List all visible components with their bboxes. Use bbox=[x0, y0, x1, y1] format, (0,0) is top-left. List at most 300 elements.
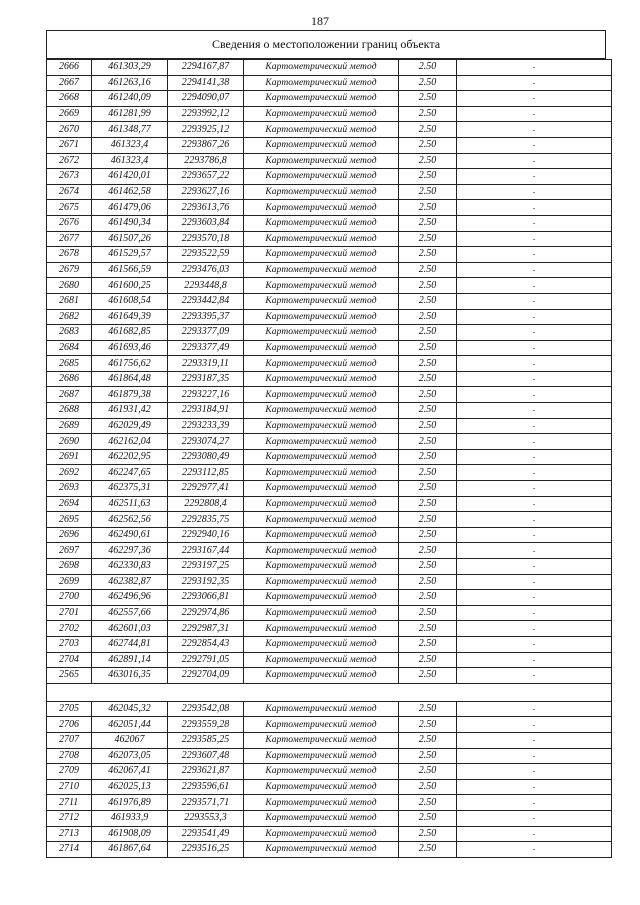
coordinate-x: 461682,85 bbox=[92, 325, 168, 341]
coordinate-y: 2293541,49 bbox=[168, 826, 244, 842]
coordinate-x: 461600,25 bbox=[92, 278, 168, 294]
point-number: 2687 bbox=[47, 387, 92, 403]
accuracy-cell: 2.50 bbox=[399, 262, 457, 278]
accuracy-cell: 2.50 bbox=[399, 590, 457, 606]
dash-cell: - bbox=[457, 75, 612, 91]
dash-cell: - bbox=[457, 434, 612, 450]
dash-cell: - bbox=[457, 325, 612, 341]
accuracy-cell: 2.50 bbox=[399, 465, 457, 481]
accuracy-cell: 2.50 bbox=[399, 137, 457, 153]
table-row bbox=[47, 106, 612, 122]
coordinate-x: 461864,48 bbox=[92, 371, 168, 387]
method-cell: Картометрический метод bbox=[244, 636, 399, 652]
coordinate-x: 462025,13 bbox=[92, 779, 168, 795]
accuracy-cell: 2.50 bbox=[399, 543, 457, 559]
accuracy-cell: 2.50 bbox=[399, 717, 457, 733]
coordinate-y: 2293603,84 bbox=[168, 215, 244, 231]
point-number: 2669 bbox=[47, 106, 92, 122]
method-cell: Картометрический метод bbox=[244, 795, 399, 811]
accuracy-cell: 2.50 bbox=[399, 701, 457, 717]
method-cell: Картометрический метод bbox=[244, 748, 399, 764]
method-cell: Картометрический метод bbox=[244, 559, 399, 575]
accuracy-cell: 2.50 bbox=[399, 574, 457, 590]
coordinate-x: 462511,63 bbox=[92, 496, 168, 512]
table-row bbox=[47, 247, 612, 263]
table-row bbox=[47, 262, 612, 278]
coordinate-y: 2293227,16 bbox=[168, 387, 244, 403]
method-cell: Картометрический метод bbox=[244, 293, 399, 309]
coordinate-y: 2294090,07 bbox=[168, 91, 244, 107]
method-cell: Картометрический метод bbox=[244, 418, 399, 434]
coordinate-y: 2292704,09 bbox=[168, 668, 244, 684]
dash-cell: - bbox=[457, 91, 612, 107]
coordinate-x: 461566,59 bbox=[92, 262, 168, 278]
table-row bbox=[47, 481, 612, 497]
accuracy-cell: 2.50 bbox=[399, 621, 457, 637]
table-row bbox=[47, 200, 612, 216]
point-number: 2671 bbox=[47, 137, 92, 153]
accuracy-cell: 2.50 bbox=[399, 434, 457, 450]
coordinate-x: 462490,61 bbox=[92, 527, 168, 543]
method-cell: Картометрический метод bbox=[244, 356, 399, 372]
table-row bbox=[47, 60, 612, 76]
coordinate-x: 462375,31 bbox=[92, 481, 168, 497]
separator-row bbox=[47, 683, 612, 701]
coordinate-y: 2293867,26 bbox=[168, 137, 244, 153]
table-row bbox=[47, 621, 612, 637]
coordinate-x: 462382,87 bbox=[92, 574, 168, 590]
coordinate-x: 461507,26 bbox=[92, 231, 168, 247]
point-number: 2683 bbox=[47, 325, 92, 341]
coordinate-y: 2293992,12 bbox=[168, 106, 244, 122]
coordinate-y: 2293442,84 bbox=[168, 293, 244, 309]
coordinate-y: 2292974,86 bbox=[168, 605, 244, 621]
table-row bbox=[47, 732, 612, 748]
table-row bbox=[47, 810, 612, 826]
accuracy-cell: 2.50 bbox=[399, 231, 457, 247]
method-cell: Картометрический метод bbox=[244, 434, 399, 450]
point-number: 2682 bbox=[47, 309, 92, 325]
coordinate-y: 2293112,85 bbox=[168, 465, 244, 481]
method-cell: Картометрический метод bbox=[244, 668, 399, 684]
point-number: 2670 bbox=[47, 122, 92, 138]
point-number: 2707 bbox=[47, 732, 92, 748]
table-row bbox=[47, 75, 612, 91]
point-number: 2694 bbox=[47, 496, 92, 512]
dash-cell: - bbox=[457, 810, 612, 826]
dash-cell: - bbox=[457, 340, 612, 356]
coordinate-y: 2294141,38 bbox=[168, 75, 244, 91]
dash-cell: - bbox=[457, 215, 612, 231]
dash-cell: - bbox=[457, 668, 612, 684]
point-number: 2672 bbox=[47, 153, 92, 169]
table-row bbox=[47, 137, 612, 153]
dash-cell: - bbox=[457, 262, 612, 278]
dash-cell: - bbox=[457, 748, 612, 764]
coordinate-x: 461608,54 bbox=[92, 293, 168, 309]
method-cell: Картометрический метод bbox=[244, 403, 399, 419]
dash-cell: - bbox=[457, 496, 612, 512]
coordinate-y: 2293522,59 bbox=[168, 247, 244, 263]
method-cell: Картометрический метод bbox=[244, 465, 399, 481]
method-cell: Картометрический метод bbox=[244, 371, 399, 387]
table-row bbox=[47, 340, 612, 356]
table-row bbox=[47, 701, 612, 717]
dash-cell: - bbox=[457, 184, 612, 200]
coordinate-y: 2293197,25 bbox=[168, 559, 244, 575]
accuracy-cell: 2.50 bbox=[399, 60, 457, 76]
point-number: 2684 bbox=[47, 340, 92, 356]
method-cell: Картометрический метод bbox=[244, 764, 399, 780]
accuracy-cell: 2.50 bbox=[399, 732, 457, 748]
accuracy-cell: 2.50 bbox=[399, 636, 457, 652]
coordinate-x: 461931,42 bbox=[92, 403, 168, 419]
coordinate-y: 2293080,49 bbox=[168, 449, 244, 465]
coordinates-table bbox=[46, 59, 612, 858]
dash-cell: - bbox=[457, 137, 612, 153]
method-cell: Картометрический метод bbox=[244, 106, 399, 122]
coordinate-y: 2293319,11 bbox=[168, 356, 244, 372]
accuracy-cell: 2.50 bbox=[399, 748, 457, 764]
coordinate-y: 2293395,37 bbox=[168, 309, 244, 325]
coordinate-y: 2292808,4 bbox=[168, 496, 244, 512]
point-number: 2709 bbox=[47, 764, 92, 780]
method-cell: Картометрический метод bbox=[244, 184, 399, 200]
method-cell: Картометрический метод bbox=[244, 278, 399, 294]
coordinate-x: 461879,38 bbox=[92, 387, 168, 403]
method-cell: Картометрический метод bbox=[244, 75, 399, 91]
point-number: 2713 bbox=[47, 826, 92, 842]
coordinate-y: 2293607,48 bbox=[168, 748, 244, 764]
method-cell: Картометрический метод bbox=[244, 153, 399, 169]
method-cell: Картометрический метод bbox=[244, 449, 399, 465]
dash-cell: - bbox=[457, 465, 612, 481]
coordinate-x: 462891,14 bbox=[92, 652, 168, 668]
dash-cell: - bbox=[457, 278, 612, 294]
accuracy-cell: 2.50 bbox=[399, 340, 457, 356]
coordinate-y: 2292791,05 bbox=[168, 652, 244, 668]
table-row bbox=[47, 605, 612, 621]
accuracy-cell: 2.50 bbox=[399, 106, 457, 122]
method-cell: Картометрический метод bbox=[244, 262, 399, 278]
dash-cell: - bbox=[457, 309, 612, 325]
coordinate-x: 462067 bbox=[92, 732, 168, 748]
method-cell: Картометрический метод bbox=[244, 512, 399, 528]
table-row bbox=[47, 387, 612, 403]
point-number: 2697 bbox=[47, 543, 92, 559]
table-row bbox=[47, 465, 612, 481]
coordinate-x: 462601,03 bbox=[92, 621, 168, 637]
dash-cell: - bbox=[457, 543, 612, 559]
method-cell: Картометрический метод bbox=[244, 309, 399, 325]
accuracy-cell: 2.50 bbox=[399, 122, 457, 138]
accuracy-cell: 2.50 bbox=[399, 371, 457, 387]
dash-cell: - bbox=[457, 795, 612, 811]
dash-cell: - bbox=[457, 106, 612, 122]
coordinate-y: 2293613,76 bbox=[168, 200, 244, 216]
coordinate-y: 2293596,61 bbox=[168, 779, 244, 795]
coordinate-x: 462029,49 bbox=[92, 418, 168, 434]
coordinate-x: 461529,57 bbox=[92, 247, 168, 263]
point-number: 2706 bbox=[47, 717, 92, 733]
point-number: 2696 bbox=[47, 527, 92, 543]
coordinate-x: 461756,62 bbox=[92, 356, 168, 372]
coordinate-x: 462067,41 bbox=[92, 764, 168, 780]
accuracy-cell: 2.50 bbox=[399, 403, 457, 419]
method-cell: Картометрический метод bbox=[244, 605, 399, 621]
coordinate-y: 2293657,22 bbox=[168, 169, 244, 185]
coordinate-x: 461649,39 bbox=[92, 309, 168, 325]
table-row bbox=[47, 527, 612, 543]
point-number: 2565 bbox=[47, 668, 92, 684]
point-number: 2685 bbox=[47, 356, 92, 372]
table-row bbox=[47, 543, 612, 559]
method-cell: Картометрический метод bbox=[244, 122, 399, 138]
coordinate-y: 2292854,43 bbox=[168, 636, 244, 652]
dash-cell: - bbox=[457, 842, 612, 858]
dash-cell: - bbox=[457, 779, 612, 795]
method-cell: Картометрический метод bbox=[244, 842, 399, 858]
point-number: 2681 bbox=[47, 293, 92, 309]
coordinate-y: 2293786,8 bbox=[168, 153, 244, 169]
point-number: 2701 bbox=[47, 605, 92, 621]
table-row bbox=[47, 293, 612, 309]
coordinate-y: 2293553,3 bbox=[168, 810, 244, 826]
accuracy-cell: 2.50 bbox=[399, 795, 457, 811]
point-number: 2711 bbox=[47, 795, 92, 811]
point-number: 2676 bbox=[47, 215, 92, 231]
table-row bbox=[47, 356, 612, 372]
table-row bbox=[47, 434, 612, 450]
coordinate-x: 461303,29 bbox=[92, 60, 168, 76]
dash-cell: - bbox=[457, 356, 612, 372]
table-row bbox=[47, 717, 612, 733]
method-cell: Картометрический метод bbox=[244, 169, 399, 185]
point-number: 2712 bbox=[47, 810, 92, 826]
point-number: 2666 bbox=[47, 60, 92, 76]
point-number: 2690 bbox=[47, 434, 92, 450]
coordinate-y: 2293476,03 bbox=[168, 262, 244, 278]
coordinate-y: 2293559,28 bbox=[168, 717, 244, 733]
dash-cell: - bbox=[457, 387, 612, 403]
coordinate-x: 461933,9 bbox=[92, 810, 168, 826]
dash-cell: - bbox=[457, 764, 612, 780]
accuracy-cell: 2.50 bbox=[399, 826, 457, 842]
dash-cell: - bbox=[457, 621, 612, 637]
dash-cell: - bbox=[457, 418, 612, 434]
table-row bbox=[47, 449, 612, 465]
coordinate-y: 2294167,87 bbox=[168, 60, 244, 76]
dash-cell: - bbox=[457, 231, 612, 247]
accuracy-cell: 2.50 bbox=[399, 810, 457, 826]
method-cell: Картометрический метод bbox=[244, 496, 399, 512]
coordinate-x: 462297,36 bbox=[92, 543, 168, 559]
accuracy-cell: 2.50 bbox=[399, 605, 457, 621]
coordinate-y: 2292977,41 bbox=[168, 481, 244, 497]
table-row bbox=[47, 309, 612, 325]
table-row bbox=[47, 779, 612, 795]
point-number: 2698 bbox=[47, 559, 92, 575]
coordinate-x: 461976,89 bbox=[92, 795, 168, 811]
table-row bbox=[47, 574, 612, 590]
boundary-sheet bbox=[46, 30, 606, 858]
point-number: 2700 bbox=[47, 590, 92, 606]
coordinate-y: 2293066,81 bbox=[168, 590, 244, 606]
dash-cell: - bbox=[457, 605, 612, 621]
method-cell: Картометрический метод bbox=[244, 590, 399, 606]
coordinate-y: 2293192,35 bbox=[168, 574, 244, 590]
coordinate-y: 2293571,71 bbox=[168, 795, 244, 811]
accuracy-cell: 2.50 bbox=[399, 293, 457, 309]
coordinate-x: 462162,04 bbox=[92, 434, 168, 450]
coordinate-x: 462073,05 bbox=[92, 748, 168, 764]
dash-cell: - bbox=[457, 60, 612, 76]
dash-cell: - bbox=[457, 559, 612, 575]
separator-cell bbox=[47, 683, 612, 701]
dash-cell: - bbox=[457, 512, 612, 528]
accuracy-cell: 2.50 bbox=[399, 309, 457, 325]
point-number: 2678 bbox=[47, 247, 92, 263]
dash-cell: - bbox=[457, 481, 612, 497]
point-number: 2675 bbox=[47, 200, 92, 216]
coordinate-x: 461323,4 bbox=[92, 153, 168, 169]
table-row bbox=[47, 231, 612, 247]
point-number: 2691 bbox=[47, 449, 92, 465]
accuracy-cell: 2.50 bbox=[399, 387, 457, 403]
coordinate-x: 461693,46 bbox=[92, 340, 168, 356]
point-number: 2674 bbox=[47, 184, 92, 200]
coordinate-x: 461490,34 bbox=[92, 215, 168, 231]
point-number: 2677 bbox=[47, 231, 92, 247]
coordinate-y: 2293621,87 bbox=[168, 764, 244, 780]
coordinate-x: 462330,83 bbox=[92, 559, 168, 575]
method-cell: Картометрический метод bbox=[244, 779, 399, 795]
table-row bbox=[47, 418, 612, 434]
point-number: 2680 bbox=[47, 278, 92, 294]
table-row bbox=[47, 496, 612, 512]
method-cell: Картометрический метод bbox=[244, 543, 399, 559]
table-row bbox=[47, 403, 612, 419]
method-cell: Картометрический метод bbox=[244, 137, 399, 153]
dash-cell: - bbox=[457, 200, 612, 216]
coordinate-x: 462562,56 bbox=[92, 512, 168, 528]
coordinate-x: 462051,44 bbox=[92, 717, 168, 733]
coordinate-y: 2292987,31 bbox=[168, 621, 244, 637]
coordinate-x: 461420,01 bbox=[92, 169, 168, 185]
coordinate-x: 462045,32 bbox=[92, 701, 168, 717]
method-cell: Картометрический метод bbox=[244, 325, 399, 341]
accuracy-cell: 2.50 bbox=[399, 527, 457, 543]
coordinate-y: 2293184,91 bbox=[168, 403, 244, 419]
method-cell: Картометрический метод bbox=[244, 481, 399, 497]
accuracy-cell: 2.50 bbox=[399, 779, 457, 795]
method-cell: Картометрический метод bbox=[244, 91, 399, 107]
point-number: 2714 bbox=[47, 842, 92, 858]
accuracy-cell: 2.50 bbox=[399, 481, 457, 497]
method-cell: Картометрический метод bbox=[244, 200, 399, 216]
coordinate-x: 461323,4 bbox=[92, 137, 168, 153]
point-number: 2703 bbox=[47, 636, 92, 652]
dash-cell: - bbox=[457, 717, 612, 733]
dash-cell: - bbox=[457, 122, 612, 138]
coordinate-y: 2293074,27 bbox=[168, 434, 244, 450]
point-number: 2699 bbox=[47, 574, 92, 590]
method-cell: Картометрический метод bbox=[244, 340, 399, 356]
method-cell: Картометрический метод bbox=[244, 60, 399, 76]
table-row bbox=[47, 184, 612, 200]
table-row bbox=[47, 122, 612, 138]
dash-cell: - bbox=[457, 636, 612, 652]
table-row bbox=[47, 748, 612, 764]
accuracy-cell: 2.50 bbox=[399, 418, 457, 434]
accuracy-cell: 2.50 bbox=[399, 764, 457, 780]
point-number: 2693 bbox=[47, 481, 92, 497]
table-row bbox=[47, 668, 612, 684]
point-number: 2695 bbox=[47, 512, 92, 528]
coordinate-y: 2293516,25 bbox=[168, 842, 244, 858]
accuracy-cell: 2.50 bbox=[399, 559, 457, 575]
dash-cell: - bbox=[457, 701, 612, 717]
dash-cell: - bbox=[457, 590, 612, 606]
table-row bbox=[47, 559, 612, 575]
dash-cell: - bbox=[457, 652, 612, 668]
accuracy-cell: 2.50 bbox=[399, 512, 457, 528]
method-cell: Картометрический метод bbox=[244, 215, 399, 231]
coordinate-x: 462247,65 bbox=[92, 465, 168, 481]
coordinate-x: 461479,06 bbox=[92, 200, 168, 216]
method-cell: Картометрический метод bbox=[244, 701, 399, 717]
coordinate-y: 2293627,16 bbox=[168, 184, 244, 200]
point-number: 2702 bbox=[47, 621, 92, 637]
point-number: 2679 bbox=[47, 262, 92, 278]
point-number: 2689 bbox=[47, 418, 92, 434]
accuracy-cell: 2.50 bbox=[399, 652, 457, 668]
table-row bbox=[47, 826, 612, 842]
accuracy-cell: 2.50 bbox=[399, 668, 457, 684]
accuracy-cell: 2.50 bbox=[399, 215, 457, 231]
accuracy-cell: 2.50 bbox=[399, 200, 457, 216]
method-cell: Картометрический метод bbox=[244, 732, 399, 748]
method-cell: Картометрический метод bbox=[244, 810, 399, 826]
coordinate-x: 462557,66 bbox=[92, 605, 168, 621]
table-row bbox=[47, 842, 612, 858]
page-number: 187 bbox=[311, 14, 329, 28]
coordinate-y: 2292835,75 bbox=[168, 512, 244, 528]
coordinate-x: 463016,35 bbox=[92, 668, 168, 684]
method-cell: Картометрический метод bbox=[244, 387, 399, 403]
accuracy-cell: 2.50 bbox=[399, 153, 457, 169]
coordinate-y: 2293925,12 bbox=[168, 122, 244, 138]
table-row bbox=[47, 590, 612, 606]
table-row bbox=[47, 91, 612, 107]
accuracy-cell: 2.50 bbox=[399, 449, 457, 465]
method-cell: Картометрический метод bbox=[244, 231, 399, 247]
table-row bbox=[47, 169, 612, 185]
dash-cell: - bbox=[457, 247, 612, 263]
coordinate-x: 462744,81 bbox=[92, 636, 168, 652]
coordinate-x: 461348,77 bbox=[92, 122, 168, 138]
point-number: 2667 bbox=[47, 75, 92, 91]
point-number: 2688 bbox=[47, 403, 92, 419]
table-row bbox=[47, 325, 612, 341]
table-row bbox=[47, 278, 612, 294]
coordinate-x: 462496,96 bbox=[92, 590, 168, 606]
table-row bbox=[47, 153, 612, 169]
point-number: 2692 bbox=[47, 465, 92, 481]
coordinate-y: 2293542,08 bbox=[168, 701, 244, 717]
table-row bbox=[47, 652, 612, 668]
point-number: 2673 bbox=[47, 169, 92, 185]
